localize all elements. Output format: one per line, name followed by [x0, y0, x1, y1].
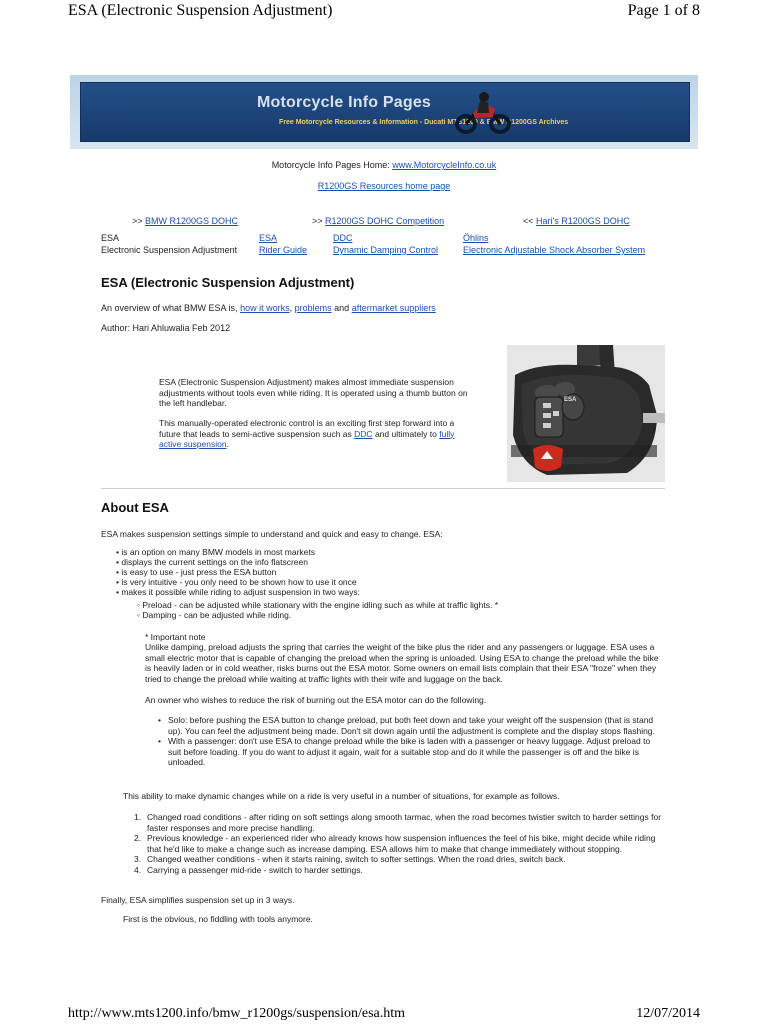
nav-bmw-dohc-link[interactable]: BMW R1200GS DOHC [145, 216, 239, 226]
list-item: • is very intuitive - you only need to be shown how to use it once [116, 577, 357, 587]
dynamic-line: This ability to make dynamic changes while on a ride is very useful in a number of situations, for example as follows. [123, 791, 560, 801]
fully-active-link[interactable]: fully active suspension [159, 428, 455, 449]
note-body: Unlike damping, preload adjusts the spring that carries the weight of the bike plus the rider and any passengers or luggage. ESA uses a small electric motor that is capable of changing the preload when the spring is unloaded. Using ESA to change the preload while the bike is heavily laden or in cold weather, risks burns out the ESA motor. Some owners on email lists complain that their ESA "froze" when they tried to change the preload while waiting at traffic lights with their wife and luggage on the back. [145, 642, 659, 684]
print-title: ESA (Electronic Suspension Adjustment) [68, 2, 333, 19]
problems-link[interactable]: problems [294, 303, 332, 313]
overview-line [101, 303, 436, 313]
nav-haris-link[interactable]: Hari's R1200GS DOHC [536, 216, 630, 226]
section-divider [101, 488, 665, 489]
overview-sep: , [289, 303, 293, 313]
ddc-inline-link[interactable]: DDC [354, 428, 373, 439]
list-item: • makes it possible while riding to adjust suspension in two ways: [116, 587, 360, 597]
numbered-list [134, 812, 664, 875]
about-sub-list [137, 600, 657, 620]
nav-col2-header [312, 216, 444, 226]
bullet-text: displays the current settings on the info flatscreen [121, 557, 308, 567]
list-item: 3. Changed weather conditions - when it starts raining, switch to softer settings. When the road dries, switch back. [134, 854, 566, 864]
bullet-text: makes it possible while riding to adjust suspension in two ways: [121, 587, 360, 597]
page-url: http://www.mts1200.info/bmw_r1200gs/suspension/esa.htm [68, 1006, 406, 1021]
bullet-text: is easy to use - just press the ESA button [121, 567, 277, 577]
nav-ddc-link[interactable]: DDC [333, 233, 353, 243]
list-item: ◦ Preload - can be adjusted while stationary with the engine idling such as while at traffic lights. * [137, 600, 499, 610]
sub-bullet-text: Damping - can be adjusted while riding. [142, 610, 292, 620]
intro-paragraph-2 [159, 418, 477, 450]
nav-ohlins-full-link[interactable]: Electronic Adjustable Shock Absorber System [463, 245, 646, 255]
home-line [0, 160, 768, 170]
nav-label-esa: ESA [101, 233, 120, 243]
aftermarket-link[interactable]: aftermarket suppliers [351, 303, 436, 313]
nav-arrow-back: << [523, 216, 534, 226]
list-item: 1. Changed road conditions - after riding on soft settings along smooth tarmac, when the road becomes twistier switch to harder settings for faster responses and more precise handling. [134, 812, 662, 833]
nav-row-label [101, 232, 237, 256]
banner-subtitle: Free Motorcycle Resources & Information - Ducati MTS1200 & BMW R1200GS Archives [279, 119, 569, 126]
site-banner [70, 75, 698, 149]
print-date: 12/07/2014 [636, 1006, 700, 1021]
banner-panel [80, 82, 690, 142]
nav-ohlins-links [463, 232, 645, 256]
sub-bullet-text: Preload - can be adjusted while stationary with the engine idling such as while at traffic lights. * [142, 600, 499, 610]
list-item: 2. Previous knowledge - an experienced rider who already knows how suspension influences the feel of his bike, might decide while riding that he'd like to make a change such as increase damping. ESA allows him to make that change immediately without stopping. [134, 833, 656, 854]
author-line: Author: Hari Ahluwalia Feb 2012 [101, 323, 231, 333]
intro-p2-end: . [226, 439, 229, 449]
intro-paragraph-1: ESA (Electronic Suspension Adjustment) makes almost immediate suspension adjustments without tools even while riding. It is operated using a thumb button on the left handlebar. [159, 377, 468, 408]
first-line: First is the obvious, no fiddling with tools anymore. [123, 914, 313, 924]
list-item: • is an option on many BMW models in most markets [116, 547, 316, 557]
numbered-text: Changed road conditions - after riding on soft settings along smooth tarmac, when the road becomes twistier switch to harder settings for faster responses and more precise handling. [147, 812, 662, 833]
about-bullet-list [116, 547, 656, 597]
nav-ddc-links [333, 232, 438, 256]
about-heading: About ESA [101, 500, 169, 515]
list-item: • displays the current settings on the info flatscreen [116, 557, 308, 567]
bullet-text: is very intuitive - you only need to be shown how to use it once [121, 577, 357, 587]
how-it-works-link[interactable]: how it works [240, 303, 290, 313]
handlebar-switch-icon [507, 345, 665, 482]
owner-bullet-text: With a passenger: don't use ESA to change preload while the bike is laden with a passenger or heavy luggage. Adjust preload to suit before loading. If you do want to adjust it again, wait for a suitable stop and do it while the passenger is off and the bike is unloaded. [168, 736, 651, 767]
owner-line: An owner who wishes to reduce the risk of burning out the ESA motor can do the following. [145, 695, 487, 705]
owner-bullet-list [158, 715, 663, 768]
esa-handlebar-photo [507, 345, 665, 482]
home-label: Motorcycle Info Pages Home: [271, 160, 390, 170]
nav-label-esa-full: Electronic Suspension Adjustment [101, 245, 238, 255]
nav-competition-link[interactable]: R1200GS DOHC Competition [325, 216, 445, 226]
numbered-text: Carrying a passenger mid-ride - switch to harder settings. [147, 864, 363, 875]
list-item: • With a passenger: don't use ESA to change preload while the bike is laden with a passenger or heavy luggage. Adjust preload to suit before loading. If you do want to adjust it again, wait for a suitable stop and do it while the passenger is off and the bike is unloaded. [158, 736, 651, 767]
intro-p2-mid: and ultimately to [374, 428, 437, 439]
nav-rider-guide-link[interactable]: Rider Guide [259, 245, 308, 255]
nav-esa-link[interactable]: ESA [259, 233, 278, 243]
nav-esa-links [259, 232, 307, 256]
overview-and: and [334, 303, 350, 313]
nav-ohlins-link[interactable]: Öhlins [463, 233, 489, 243]
esa-button-label: ESA [564, 397, 577, 403]
about-lead: ESA makes suspension settings simple to understand and quick and easy to change. ESA: [101, 529, 443, 539]
nav-col3-header [523, 216, 630, 226]
print-header [0, 0, 768, 24]
page-number: Page 1 of 8 [627, 2, 700, 19]
intro-p2-text: This manually-operated electronic control is an exciting first step forward into a future that leads to semi-active suspension such as [159, 418, 455, 439]
list-item: • is easy to use - just press the ESA button [116, 567, 277, 577]
list-item: ◦ Damping - can be adjusted while riding. [137, 610, 292, 620]
motorcycle-rider-icon [453, 89, 513, 135]
note-title: * Important note [145, 632, 206, 642]
resources-line [0, 181, 768, 191]
page-title: ESA (Electronic Suspension Adjustment) [101, 275, 355, 290]
banner-title: Motorcycle Info Pages [257, 94, 432, 111]
print-footer [0, 1006, 768, 1024]
home-link[interactable]: www.MotorcycleInfo.co.uk [392, 160, 497, 170]
nav-ddc-full-link[interactable]: Dynamic Damping Control [333, 245, 439, 255]
numbered-text: Changed weather conditions - when it starts raining, switch to softer settings. When the road dries, switch back. [147, 854, 566, 864]
list-item: 4. Carrying a passenger mid-ride - switch to harder settings. [134, 864, 363, 875]
nav-col1-header [132, 216, 238, 226]
nav-arrow-fwd: >> [132, 216, 143, 226]
list-item: • Solo: before pushing the ESA button to change preload, put both feet down and take your weight off the suspension (that is stand up). You can feel the adjustment being made. Don't sit down again until the adjustment is complete and the display stops flashing. [158, 715, 655, 736]
resources-link[interactable]: R1200GS Resources home page [317, 181, 451, 191]
nav-arrow-fwd: >> [312, 216, 323, 226]
numbered-text: Previous knowledge - an experienced rider who already knows how suspension influences the feel of his bike, might decide while riding that he'd like to make a change such as increase damping. ESA allows him to make that change immediately without stopping. [147, 833, 656, 854]
overview-prefix: An overview of what BMW ESA is, [101, 303, 238, 313]
finally-line: Finally, ESA simplifies suspension set up in 3 ways. [101, 895, 295, 905]
owner-bullet-text: Solo: before pushing the ESA button to change preload, put both feet down and take your weight off the suspension (that is stand up). You can feel the adjustment being made. Don't sit down again until the adjustment is complete and the display stops flashing. [168, 715, 655, 736]
bullet-text: is an option on many BMW models in most markets [121, 547, 316, 557]
